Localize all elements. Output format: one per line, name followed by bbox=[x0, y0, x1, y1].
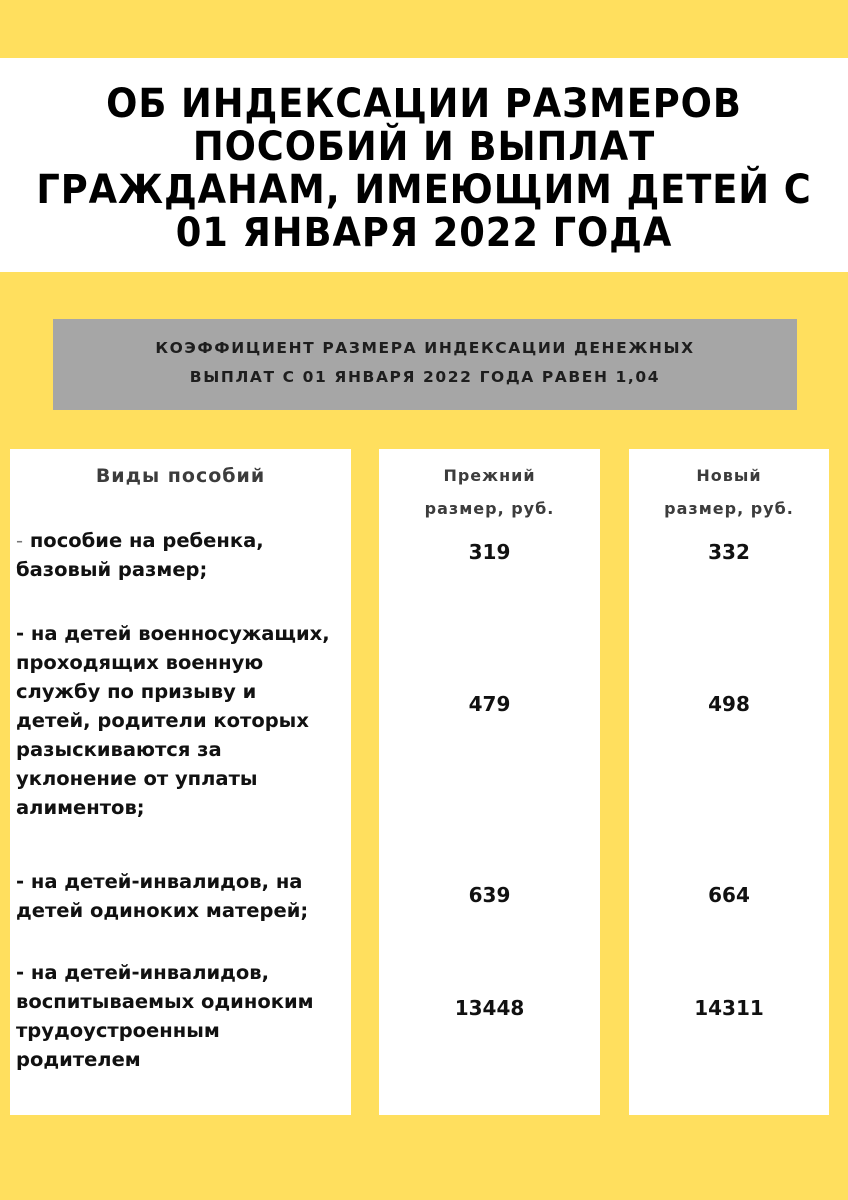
benefit-item-2-line-3: службу по призыву и bbox=[16, 680, 257, 703]
coefficient-line-1: КОЭФФИЦИЕНТ РАЗМЕРА ИНДЕКСАЦИИ ДЕНЕЖНЫХ bbox=[155, 339, 695, 357]
page-title-line-2: ПОСОБИЙ И ВЫПЛАТ bbox=[192, 124, 656, 170]
bullet-dash: - bbox=[16, 529, 24, 552]
new-value-2: 498 bbox=[708, 692, 750, 716]
title-band bbox=[0, 58, 848, 272]
benefit-item-1-line-2: базовый размер; bbox=[16, 558, 208, 581]
new-value-3: 664 bbox=[708, 883, 750, 907]
new-value-1: 332 bbox=[708, 540, 750, 564]
benefit-item-2 bbox=[16, 619, 346, 822]
coefficient-line-2: ВЫПЛАТ С 01 ЯНВАРЯ 2022 ГОДА РАВЕН 1,04 bbox=[189, 368, 661, 386]
old-size-header-line-2: размер, руб. bbox=[424, 499, 555, 518]
benefit-item-2-line-7: алиментов; bbox=[16, 796, 145, 819]
new-size-header bbox=[629, 459, 829, 525]
benefit-item-4-line-4: родителем bbox=[16, 1048, 141, 1071]
benefit-item-4 bbox=[16, 958, 346, 1074]
benefit-item-1 bbox=[16, 526, 346, 584]
benefit-item-4-line-2: воспитываемых одиноким bbox=[16, 990, 314, 1013]
benefit-item-2-line-1: - на детей военносужащих, bbox=[16, 622, 330, 645]
page-title-line-1: ОБ ИНДЕКСАЦИИ РАЗМЕРОВ bbox=[106, 81, 742, 127]
old-size-header-line-1: Прежний bbox=[443, 466, 536, 485]
old-value-4: 13448 bbox=[454, 996, 525, 1020]
old-value-3: 639 bbox=[468, 883, 511, 907]
benefit-item-4-line-3: трудоустроенным bbox=[16, 1019, 220, 1042]
benefit-item-2-line-6: уклонение от уплаты bbox=[16, 767, 258, 790]
new-size-header-line-1: Новый bbox=[696, 466, 762, 485]
old-value-1: 319 bbox=[468, 540, 511, 564]
new-size-column bbox=[629, 449, 829, 1115]
benefit-item-3 bbox=[16, 867, 346, 925]
benefit-kinds-column bbox=[10, 449, 351, 1115]
old-value-2: 479 bbox=[468, 692, 511, 716]
old-size-column bbox=[379, 449, 600, 1115]
benefit-item-2-line-2: проходящих военную bbox=[16, 651, 264, 674]
benefit-item-2-line-4: детей, родители которых bbox=[16, 709, 309, 732]
benefit-item-3-line-1: - на детей-инвалидов, на bbox=[16, 870, 303, 893]
benefit-item-1-line-1: пособие на ребенка, bbox=[23, 529, 264, 552]
kinds-column-header: Виды пособий bbox=[95, 465, 266, 487]
coefficient-box bbox=[53, 319, 797, 410]
page-title-line-3: ГРАЖДАНАМ, ИМЕЮЩИМ ДЕТЕЙ С bbox=[36, 167, 812, 213]
new-size-header-line-2: размер, руб. bbox=[664, 499, 794, 518]
old-size-header bbox=[379, 459, 600, 525]
page-title-line-4: 01 ЯНВАРЯ 2022 ГОДА bbox=[175, 210, 673, 256]
benefit-item-4-line-1: - на детей-инвалидов, bbox=[16, 961, 270, 984]
benefit-item-2-line-5: разыскиваются за bbox=[16, 738, 222, 761]
new-value-4: 14311 bbox=[694, 996, 764, 1020]
benefit-item-3-line-2: детей одиноких матерей; bbox=[16, 899, 309, 922]
